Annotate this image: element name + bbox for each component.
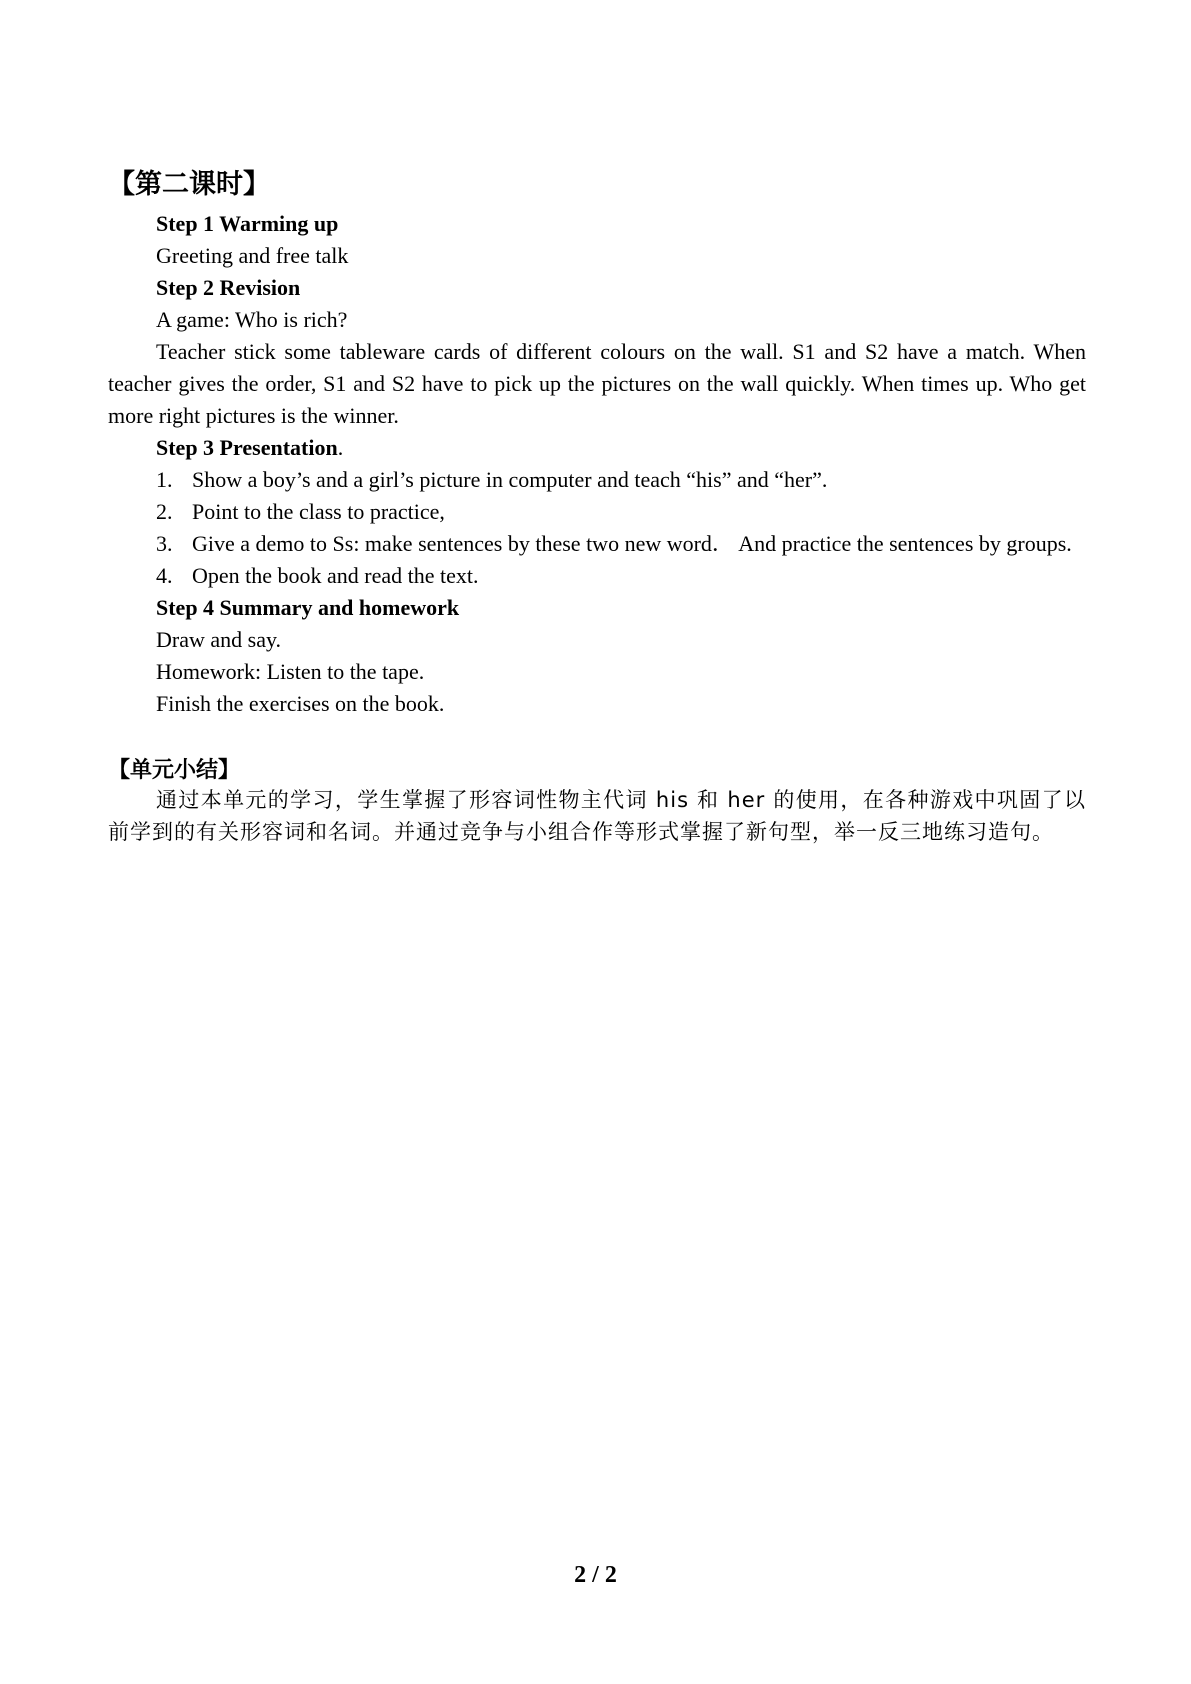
step1-text: Greeting and free talk xyxy=(156,243,349,268)
step2-game: A game: Who is rich? xyxy=(156,307,348,332)
step3-item xyxy=(108,528,1086,560)
step3-item-number: 4. xyxy=(156,563,173,588)
summary-heading: 【单元小结】 xyxy=(108,758,241,783)
step2-title: Step 2 Revision xyxy=(156,275,301,300)
lesson-heading: 【第二课时】 xyxy=(108,169,270,200)
step3-item xyxy=(108,560,1086,592)
step1-title: Step 1 Warming up xyxy=(156,211,339,236)
summary-paragraph: 通过本单元的学习，学生掌握了形容词性物主代词 his 和 her 的使用，在各种游戏中巩固了以前学到的有关形容词和名词。并通过竞争与小组合作等形式掌握了新句型，举一反三地练习造句。 xyxy=(108,788,1086,844)
step3-item xyxy=(108,464,1086,496)
step3-item-number: 2. xyxy=(156,499,173,524)
step3-title-suffix: . xyxy=(337,435,344,460)
step3-heading-line xyxy=(108,432,1086,464)
step3-item-text: Open the book and read the text. xyxy=(192,563,479,588)
step2-description: Teacher stick some tableware cards of different colours on the wall. S1 and S2 have a match. When teacher gives the order, S1 and S2 have to pick up the pictures on the wall quickly. When times up. Who get more right pictures is the winner. xyxy=(108,339,1086,428)
step4-line: Finish the exercises on the book. xyxy=(156,691,445,716)
step3-item-number: 3. xyxy=(156,531,173,556)
summary-body xyxy=(108,784,1086,848)
page-number: 2 / 2 xyxy=(574,1562,617,1588)
step3-item xyxy=(108,496,1086,528)
document-page xyxy=(108,0,1086,1684)
step4-line: Homework: Listen to the tape. xyxy=(156,659,425,684)
step4-title: Step 4 Summary and homework xyxy=(156,595,460,620)
step4-line: Draw and say. xyxy=(156,627,282,652)
step3-item-text: Give a demo to Ss: make sentences by these two new word． And practice the sentences by groups. xyxy=(192,531,1072,556)
step3-item-number: 1. xyxy=(156,467,173,492)
step3-title: Step 3 Presentation xyxy=(156,435,338,460)
step3-item-text: Point to the class to practice, xyxy=(192,499,445,524)
lesson-body xyxy=(108,208,1086,720)
step3-item-text: Show a boy’s and a girl’s picture in computer and teach “his” and “her”. xyxy=(192,467,828,492)
